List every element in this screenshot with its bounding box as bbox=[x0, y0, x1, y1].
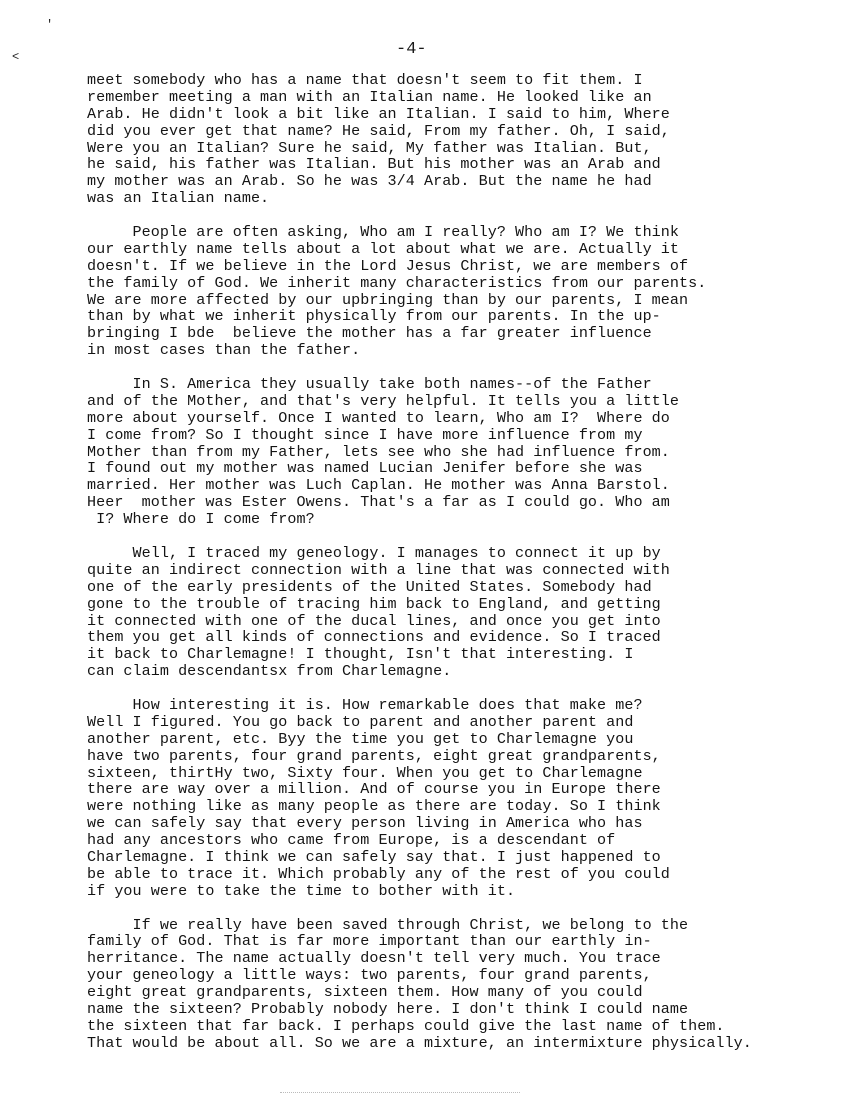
paragraph bbox=[87, 545, 847, 680]
text-line: it connected with one of the ducal lines, and once you get into bbox=[87, 611, 661, 630]
text-line: remember meeting a man with an Italian name. He looked like an bbox=[87, 87, 652, 106]
text-line: herritance. The name actually doesn't tell very much. You trace bbox=[87, 949, 661, 968]
paragraph bbox=[87, 376, 847, 528]
text-line: name the sixteen? Probably nobody here. I don't think I could name bbox=[87, 999, 689, 1018]
text-line: did you ever get that name? He said, From my father. Oh, I said, bbox=[87, 121, 670, 140]
text-line: if you were to take the time to bother with it. bbox=[87, 881, 516, 900]
text-line: our earthly name tells about a lot about what we are. Actually it bbox=[87, 239, 680, 258]
text-line: doesn't. If we believe in the Lord Jesus Christ, we are members of bbox=[87, 256, 689, 275]
text-line: and of the Mother, and that's very helpful. It tells you a little bbox=[87, 391, 680, 410]
text-line: Charlemagne. I think we can safely say that. I just happened to bbox=[87, 847, 661, 866]
text-line: my mother was an Arab. So he was 3/4 Arab. But the name he had bbox=[87, 172, 652, 191]
scan-noise bbox=[280, 1092, 520, 1096]
text-line: more about yourself. Once I wanted to learn, Who am I? Where do bbox=[87, 408, 670, 427]
text-line: had any ancestors who came from Europe, is a descendant of bbox=[87, 831, 616, 850]
text-line: How interesting it is. How remarkable does that make me? bbox=[87, 695, 643, 714]
paragraph bbox=[87, 72, 847, 207]
text-line: gone to the trouble of tracing him back to England, and getting bbox=[87, 594, 661, 613]
text-line: bringing I bde believe the mother has a far greater influence bbox=[87, 324, 652, 343]
text-line: quite an indirect connection with a line that was connected with bbox=[87, 560, 670, 579]
text-line: married. Her mother was Luch Caplan. He mother was Anna Barstol. bbox=[87, 476, 670, 495]
margin-mark: ' bbox=[46, 18, 54, 32]
text-line: them you get all kinds of connections and evidence. So I traced bbox=[87, 628, 661, 647]
text-line: than by what we inherit physically from our parents. In the up- bbox=[87, 307, 661, 326]
text-line: Well, I traced my geneology. I manages to connect it up by bbox=[87, 543, 661, 562]
text-line: If we really have been saved through Christ, we belong to the bbox=[87, 915, 689, 934]
text-line: it back to Charlemagne! I thought, Isn't that interesting. I bbox=[87, 645, 634, 664]
text-line: family of God. That is far more important than our earthly in- bbox=[87, 932, 652, 951]
text-line: one of the early presidents of the United States. Somebody had bbox=[87, 577, 652, 596]
text-line: can claim descendantsx from Charlemagne. bbox=[87, 662, 452, 681]
text-line: Were you an Italian? Sure he said, My father was Italian. But, bbox=[87, 138, 652, 157]
paragraph bbox=[87, 917, 847, 1052]
text-line: Arab. He didn't look a bit like an Italian. I said to him, Where bbox=[87, 104, 670, 123]
text-line: Heer mother was Ester Owens. That's a far as I could go. Who am bbox=[87, 493, 670, 512]
text-line: he said, his father was Italian. But his mother was an Arab and bbox=[87, 155, 661, 174]
text-line: in most cases than the father. bbox=[87, 341, 361, 360]
text-line: We are more affected by our upbringing than by our parents, I mean bbox=[87, 290, 689, 309]
text-line: have two parents, four grand parents, eight great grandparents, bbox=[87, 746, 661, 765]
text-line: eight great grandparents, sixteen them. How many of you could bbox=[87, 983, 643, 1002]
text-line: I? Where do I come from? bbox=[87, 510, 315, 529]
margin-mark: < bbox=[12, 50, 20, 64]
page-number: -4- bbox=[396, 40, 427, 59]
text-line: be able to trace it. Which probably any of the rest of you could bbox=[87, 864, 670, 883]
text-line: the family of God. We inherit many characteristics from our parents. bbox=[87, 273, 707, 292]
text-line: Well I figured. You go back to parent and another parent and bbox=[87, 712, 634, 731]
text-line: That would be about all. So we are a mixture, an intermixture physically. bbox=[87, 1033, 752, 1052]
body-text bbox=[87, 72, 847, 1052]
text-line: In S. America they usually take both names--of the Father bbox=[87, 375, 652, 394]
text-line: the sixteen that far back. I perhaps could give the last name of them. bbox=[87, 1016, 725, 1035]
text-line: sixteen, thirtHy two, Sixty four. When you get to Charlemagne bbox=[87, 763, 643, 782]
text-line: I come from? So I thought since I have more influence from my bbox=[87, 425, 643, 444]
paragraph bbox=[87, 224, 847, 359]
text-line: Mother than from my Father, lets see who she had influence from. bbox=[87, 442, 670, 461]
text-line: People are often asking, Who am I really? Who am I? We think bbox=[87, 223, 680, 242]
text-line: I found out my mother was named Lucian Jenifer before she was bbox=[87, 459, 643, 478]
text-line: there are way over a million. And of course you in Europe there bbox=[87, 780, 661, 799]
text-line: another parent, etc. Byy the time you get to Charlemagne you bbox=[87, 729, 634, 748]
text-line: we can safely say that every person living in America who has bbox=[87, 814, 643, 833]
text-line: were nothing like as many people as there are today. So I think bbox=[87, 797, 661, 816]
paragraph bbox=[87, 697, 847, 900]
text-line: meet somebody who has a name that doesn't seem to fit them. I bbox=[87, 71, 643, 89]
text-line: your geneology a little ways: two parents, four grand parents, bbox=[87, 966, 652, 985]
text-line: was an Italian name. bbox=[87, 189, 270, 208]
